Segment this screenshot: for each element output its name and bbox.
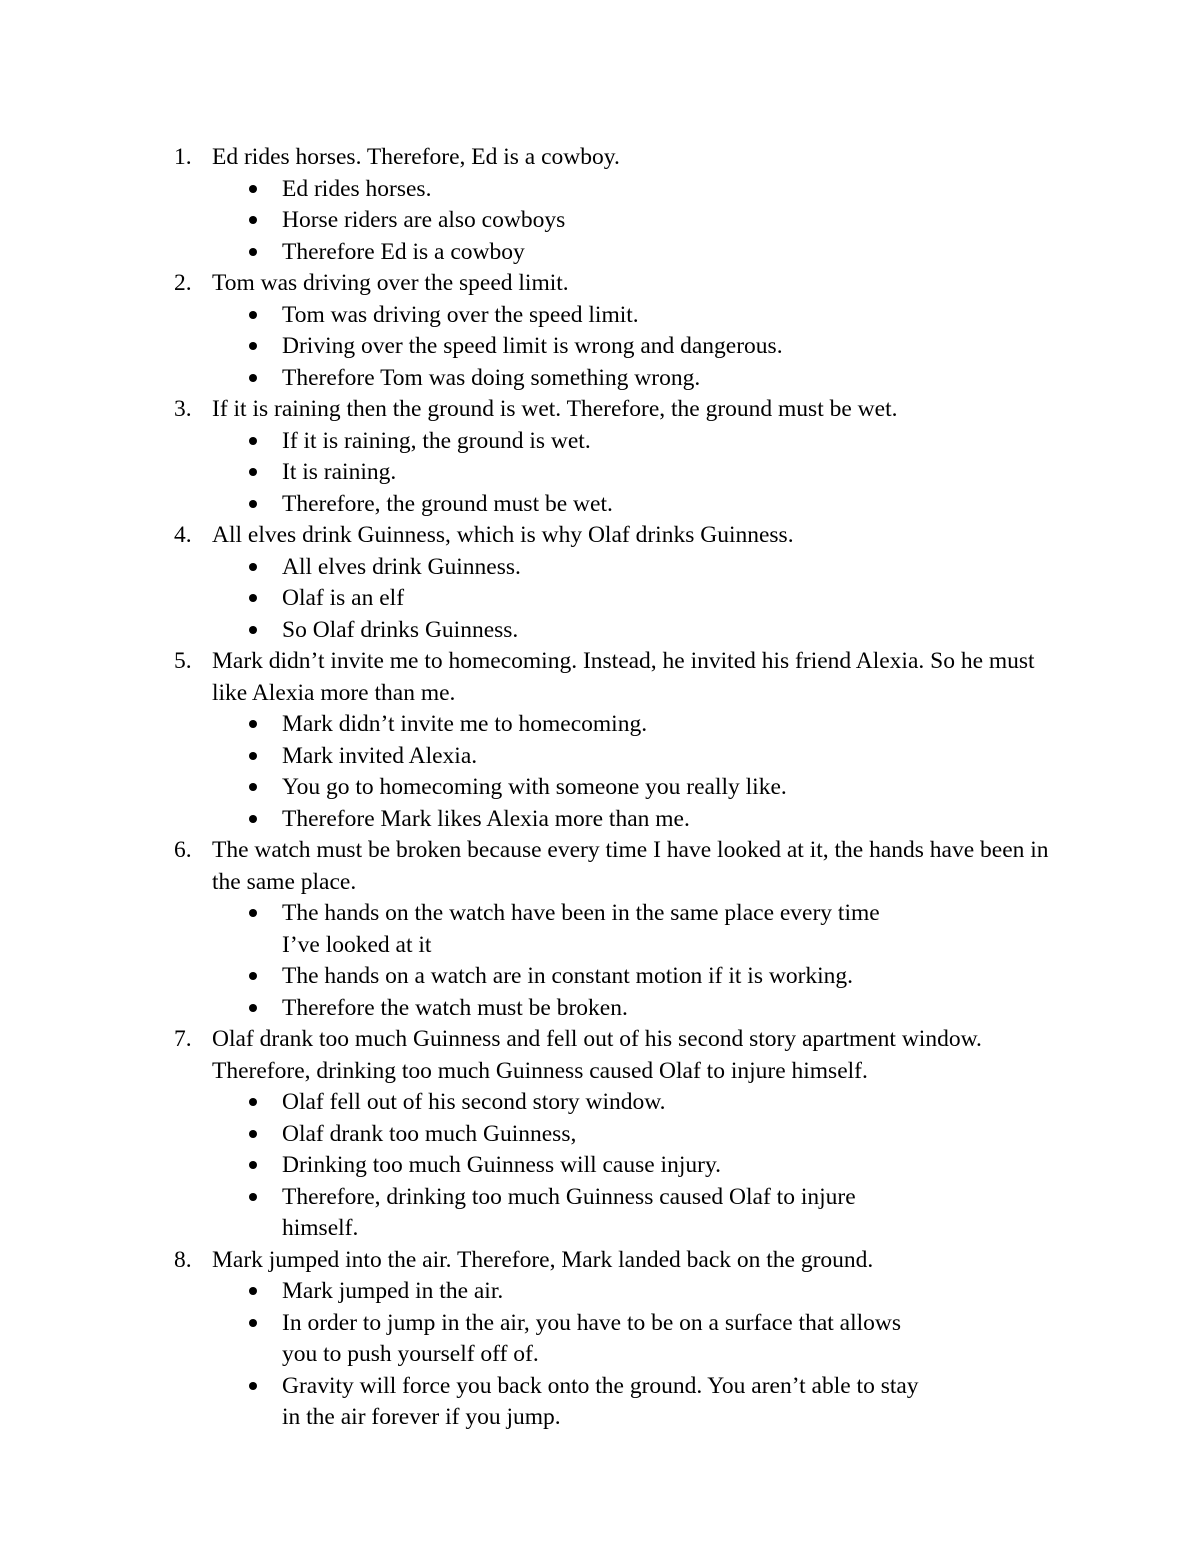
premise-text: Horse riders are also cowboys [282,207,566,233]
premise-item [0,615,1060,647]
argument-statement: Olaf drank too much Guinness and fell out of his second story apartment window. Therefore, drinking too much Guinness caused Olaf to injure himself. [212,1026,982,1084]
bullet-icon [249,1098,257,1106]
bullet-icon [249,909,257,917]
bullet-icon [249,1319,257,1327]
list-item [0,1245,1200,1434]
premise-item [0,457,1060,489]
premise-item [0,205,1060,237]
bullet-icon [249,216,257,224]
premise-item [0,1371,1060,1434]
premise-item [0,709,1060,741]
list-item-number: 7. [174,1026,192,1052]
premise-item [0,552,1060,584]
argument-statement: Ed rides horses. Therefore, Ed is a cowboy. [212,144,620,170]
premise-item [0,363,1060,395]
premise-text: Tom was driving over the speed limit. [282,301,639,328]
premise-item [0,1150,1060,1182]
bullet-icon [249,563,257,571]
premise-item [0,489,1060,521]
premise-text: Therefore, drinking too much Guinness caused Olaf to injure himself. [282,1183,856,1241]
premise-text: Olaf fell out of his second story window. [282,1089,666,1115]
premise-text: Mark didn’t invite me to homecoming. [282,711,648,737]
premise-text: The hands on a watch are in constant motion if it is working. [282,963,854,989]
bullet-icon [249,752,257,760]
premise-text: Olaf drank too much Guinness, [282,1120,577,1147]
bullet-icon [249,1161,257,1169]
premise-item [0,174,1060,206]
premise-list [0,1087,1060,1245]
premise-text: If it is raining, the ground is wet. [282,427,591,454]
premise-item [0,898,1060,961]
premise-item [0,1276,1060,1308]
bullet-icon [249,1130,257,1138]
bullet-icon [249,311,257,319]
list-item [0,520,1200,646]
premise-text: All elves drink Guinness. [282,553,521,580]
list-item [0,646,1200,835]
argument-statement: The watch must be broken because every time I have looked at it, the hands have been in the same place. [212,837,1049,895]
bullet-icon [249,1287,257,1295]
premise-item [0,961,1060,993]
bullet-icon [249,342,257,350]
premise-item [0,237,1060,269]
bullet-icon [249,626,257,634]
premise-list [0,898,1060,1024]
list-item-number: 5. [174,648,192,674]
premise-item [0,741,1060,773]
bullet-icon [249,1004,257,1012]
argument-statement: Tom was driving over the speed limit. [212,270,569,296]
argument-statement: Mark didn’t invite me to homecoming. Instead, he invited his friend Alexia. So he must like Alexia more than me. [212,648,1035,706]
premise-text: Therefore Ed is a cowboy [282,238,525,265]
premise-text: Ed rides horses. [282,175,432,202]
premise-text: Mark jumped in the air. [282,1278,504,1304]
premise-text: Gravity will force you back onto the ground. You aren’t able to stay in the air forever if you jump. [282,1372,919,1430]
bullet-icon [249,468,257,476]
premise-text: It is raining. [282,459,397,485]
premise-text: Therefore Mark likes Alexia more than me. [282,805,690,832]
premise-item [0,300,1060,332]
bullet-icon [249,248,257,256]
argument-list [0,142,1200,1434]
list-item-number: 3. [174,396,192,422]
premise-list [0,709,1060,835]
premise-item [0,1087,1060,1119]
list-item-number: 1. [174,144,192,170]
premise-item [0,772,1060,804]
bullet-icon [249,500,257,508]
premise-item [0,426,1060,458]
bullet-icon [249,720,257,728]
bullet-icon [249,972,257,980]
list-item-number: 2. [174,270,192,296]
premise-item [0,1119,1060,1151]
list-item-number: 6. [174,837,192,863]
premise-item [0,993,1060,1025]
list-item-number: 4. [174,522,192,548]
bullet-icon [249,783,257,791]
premise-text: The hands on the watch have been in the same place every time I’ve looked at it [282,900,880,958]
premise-list [0,300,1060,395]
bullet-icon [249,815,257,823]
list-item [0,268,1200,394]
premise-item [0,1308,1060,1371]
premise-item [0,331,1060,363]
premise-list [0,552,1060,647]
list-item [0,394,1200,520]
list-item [0,835,1200,1024]
premise-item [0,583,1060,615]
premise-list [0,1276,1060,1434]
premise-text: In order to jump in the air, you have to be on a surface that allows you to push yourself off of. [282,1309,902,1367]
bullet-icon [249,437,257,445]
premise-text: Olaf is an elf [282,585,405,611]
argument-statement: If it is raining then the ground is wet. Therefore, the ground must be wet. [212,396,898,422]
premise-text: So Olaf drinks Guinness. [282,616,519,643]
premise-item [0,804,1060,836]
premise-list [0,174,1060,269]
premise-text: Driving over the speed limit is wrong and dangerous. [282,333,783,359]
premise-text: Therefore the watch must be broken. [282,994,628,1021]
argument-statement: Mark jumped into the air. Therefore, Mark landed back on the ground. [212,1246,874,1273]
bullet-icon [249,374,257,382]
bullet-icon [249,185,257,193]
list-item [0,142,1200,268]
premise-text: Therefore Tom was doing something wrong. [282,364,701,391]
argument-statement: All elves drink Guinness, which is why Olaf drinks Guinness. [212,522,794,548]
premise-list [0,426,1060,521]
premise-text: Therefore, the ground must be wet. [282,490,613,517]
bullet-icon [249,594,257,602]
bullet-icon [249,1382,257,1390]
premise-item [0,1182,1060,1245]
list-item-number: 8. [174,1246,192,1273]
premise-text: You go to homecoming with someone you really like. [282,774,787,800]
premise-text: Mark invited Alexia. [282,742,478,769]
bullet-icon [249,1193,257,1201]
premise-text: Drinking too much Guinness will cause injury. [282,1152,722,1178]
list-item [0,1024,1200,1245]
